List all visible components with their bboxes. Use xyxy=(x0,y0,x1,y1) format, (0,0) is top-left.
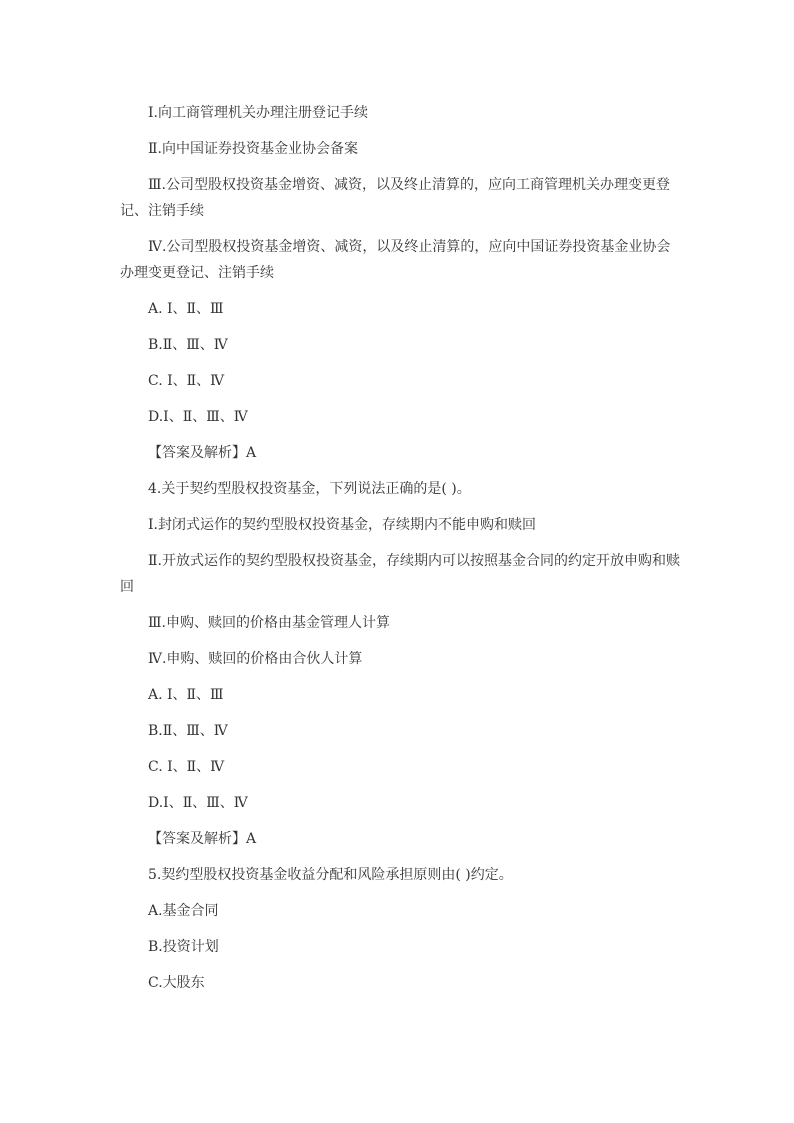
question-5: 5.契约型股权投资基金收益分配和风险承担原则由( )约定。 xyxy=(148,867,513,883)
answer-analysis: 【答案及解析】A xyxy=(148,445,257,461)
statement-2: Ⅱ.向中国证券投资基金业协会备案 xyxy=(148,141,358,157)
statement-3: Ⅲ.申购、赎回的价格由基金管理人计算 xyxy=(148,615,390,631)
question-4: 4.关于契约型股权投资基金，下列说法正确的是( )。 xyxy=(148,481,471,497)
option-a: A. Ⅰ、Ⅱ、Ⅲ xyxy=(148,301,224,317)
option-c: C.大股东 xyxy=(148,975,205,991)
option-c: C. Ⅰ、Ⅱ、Ⅳ xyxy=(148,759,225,775)
statement-1: Ⅰ.向工商管理机关办理注册登记手续 xyxy=(148,105,368,121)
statement-4: Ⅳ.公司型股权投资基金增资、减资，以及终止清算的，应向中国证券投资基金业协会办理变更登记、注销手续 xyxy=(120,239,671,281)
option-a: A. Ⅰ、Ⅱ、Ⅲ xyxy=(148,687,224,703)
option-c: C. Ⅰ、Ⅱ、Ⅳ xyxy=(148,373,225,389)
option-b: B.投资计划 xyxy=(148,939,219,955)
option-d: D.Ⅰ、Ⅱ、Ⅲ、Ⅳ xyxy=(148,409,248,425)
answer-analysis: 【答案及解析】A xyxy=(148,831,257,847)
option-b: B.Ⅱ、Ⅲ、Ⅳ xyxy=(148,723,228,739)
statement-2: Ⅱ.开放式运作的契约型股权投资基金，存续期内可以按照基金合同的约定开放申购和赎回 xyxy=(120,553,680,595)
option-a: A.基金合同 xyxy=(148,903,219,919)
statement-1: Ⅰ.封闭式运作的契约型股权投资基金，存续期内不能申购和赎回 xyxy=(148,517,536,533)
option-b: B.Ⅱ、Ⅲ、Ⅳ xyxy=(148,337,228,353)
option-d: D.Ⅰ、Ⅱ、Ⅲ、Ⅳ xyxy=(148,795,248,811)
statement-3: Ⅲ.公司型股权投资基金增资、减资，以及终止清算的，应向工商管理机关办理变更登记、注销手续 xyxy=(120,177,670,219)
statement-4: Ⅳ.申购、赎回的价格由合伙人计算 xyxy=(148,651,363,667)
